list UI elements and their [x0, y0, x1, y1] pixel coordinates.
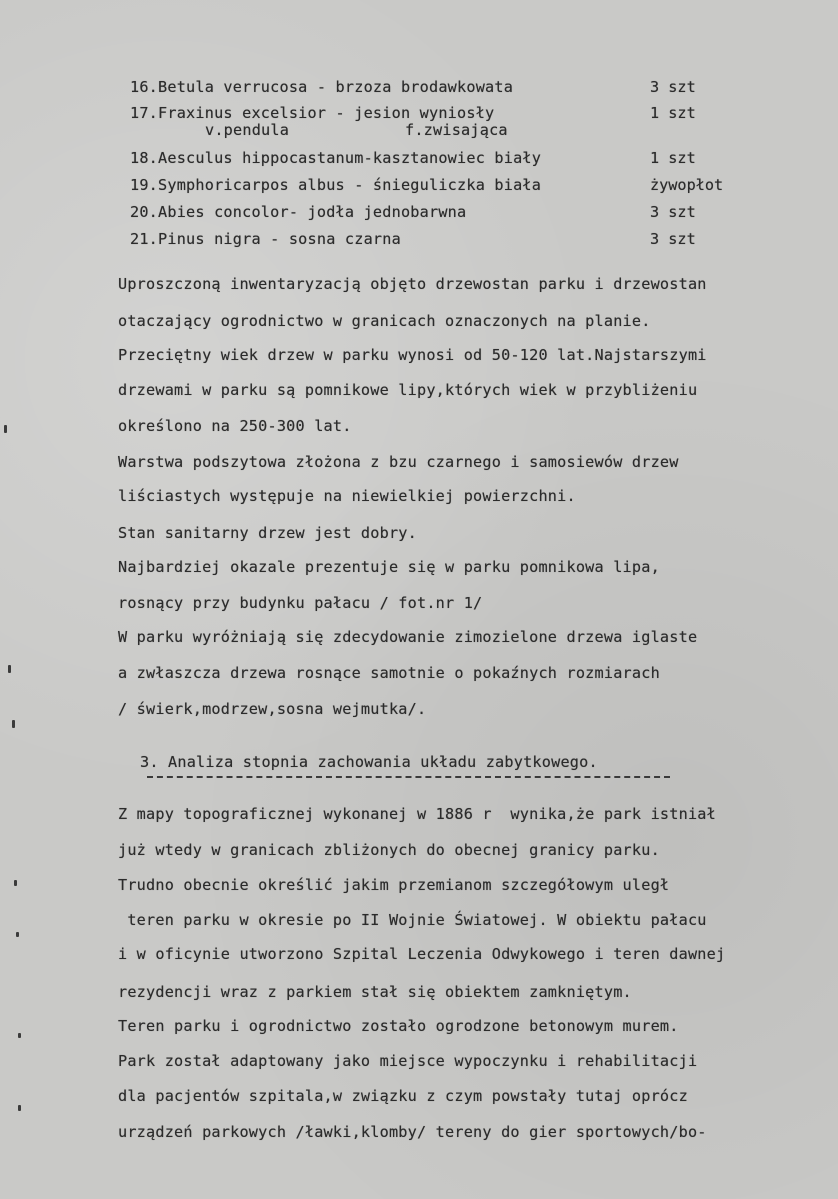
paragraph-line: i w oficynie utworzono Szpital Leczenia Odwykowego i teren dawnej [118, 945, 726, 963]
paragraph-line: dla pacjentów szpitala,w związku z czym powstały tutaj oprócz [118, 1087, 688, 1105]
species-variety: v.pendula [205, 121, 290, 139]
paragraph-line: Warstwa podszytowa złożona z bzu czarnego i samosiewów drzew [118, 453, 679, 471]
species-quantity: 3 szt [650, 230, 696, 248]
species-name: 21.Pinus nigra - sosna czarna [130, 230, 401, 248]
margin-mark [18, 1033, 21, 1038]
species-name: 17.Fraxinus excelsior - jesion wyniosły [130, 104, 495, 122]
paragraph-line: / świerk,modrzew,sosna wejmutka/. [118, 700, 427, 718]
paragraph-line: Najbardziej okazale prezentuje się w parku pomnikowa lipa, [118, 558, 660, 576]
species-quantity: żywopłot [650, 176, 724, 194]
species-quantity: 1 szt [650, 149, 696, 167]
species-name: 19.Symphoricarpos albus - śnieguliczka biała [130, 176, 542, 194]
margin-mark [8, 665, 11, 673]
section-heading: 3. Analiza stopnia zachowania układu zabytkowego. [140, 753, 598, 771]
species-name: 18.Aesculus hippocastanum-kasztanowiec biały [130, 149, 542, 167]
paragraph-line: Przeciętny wiek drzew w parku wynosi od 50-120 lat.Najstarszymi [118, 346, 707, 364]
paragraph-line: otaczający ogrodnictwo w granicach oznaczonych na planie. [118, 312, 651, 330]
species-quantity: 3 szt [650, 203, 696, 221]
paragraph-line: już wtedy w granicach zbliżonych do obecnej granicy parku. [118, 841, 660, 859]
species-name: 20.Abies concolor- jodła jednobarwna [130, 203, 467, 221]
paragraph-line: W parku wyróżniają się zdecydowanie zimozielone drzewa iglaste [118, 628, 698, 646]
paragraph-line: urządzeń parkowych /ławki,klomby/ tereny do gier sportowych/bo- [118, 1123, 707, 1141]
paragraph-line: Stan sanitarny drzew jest dobry. [118, 524, 417, 542]
paragraph-line: liściastych występuje na niewielkiej powierzchni. [118, 487, 576, 505]
paragraph-line: rosnący przy budynku pałacu / fot.nr 1/ [118, 594, 483, 612]
paragraph-line: Teren parku i ogrodnictwo zostało ogrodzone betonowym murem. [118, 1017, 679, 1035]
species-quantity: 3 szt [650, 78, 696, 96]
paragraph-line: Trudno obecnie określić jakim przemianom szczegółowym uległ [118, 876, 670, 894]
margin-mark [12, 720, 15, 728]
heading-underline [147, 776, 670, 778]
margin-mark [16, 932, 19, 937]
paragraph-line: rezydencji wraz z parkiem stał się obiektem zamkniętym. [118, 983, 632, 1001]
margin-mark [14, 880, 17, 886]
paragraph-line: Uproszczoną inwentaryzacją objęto drzewostan parku i drzewostan [118, 275, 707, 293]
paragraph-line: Z mapy topograficznej wykonanej w 1886 r wynika,że park istniał [118, 805, 716, 823]
species-name: 16.Betula verrucosa - brzoza brodawkowata [130, 78, 514, 96]
species-quantity: 1 szt [650, 104, 696, 122]
margin-mark [18, 1105, 21, 1111]
paragraph-line: teren parku w okresie po II Wojnie Światowej. W obiektu pałacu [118, 911, 707, 929]
paragraph-line: Park został adaptowany jako miejsce wypoczynku i rehabilitacji [118, 1052, 698, 1070]
paragraph-line: a zwłaszcza drzewa rosnące samotnie o pokaźnych rozmiarach [118, 664, 660, 682]
paragraph-line: określono na 250-300 lat. [118, 417, 352, 435]
margin-mark [4, 425, 7, 433]
species-variety-translation: f.zwisająca [405, 121, 508, 139]
paragraph-line: drzewami w parku są pomnikowe lipy,których wiek w przybliżeniu [118, 381, 698, 399]
